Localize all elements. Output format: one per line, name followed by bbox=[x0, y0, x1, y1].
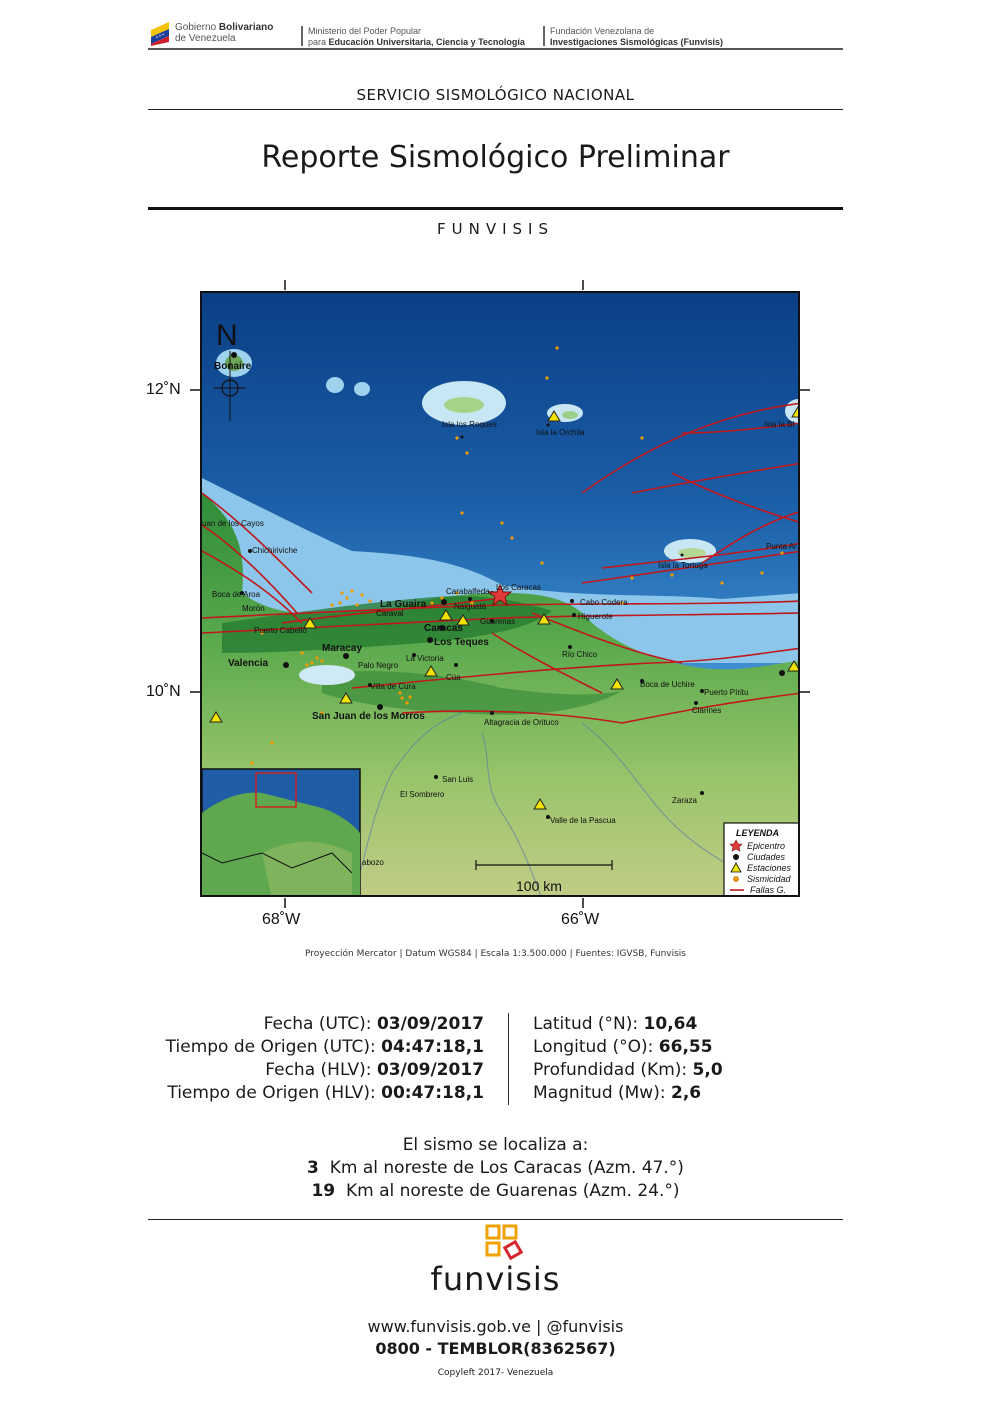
location-intro: El sismo se localiza a: bbox=[402, 1135, 589, 1155]
place-label: Isla la Orchila bbox=[536, 428, 585, 437]
place-label: abozo bbox=[362, 858, 384, 867]
foundation-line1: Fundación Venezolana de bbox=[550, 26, 655, 36]
lat-label: Latitud (°N): bbox=[533, 1014, 644, 1034]
lat-label-10n: 10˚N bbox=[146, 683, 181, 700]
place-label: Maracay bbox=[322, 643, 363, 654]
venezuela-flag-icon bbox=[149, 20, 171, 46]
legend-item: Fallas G. bbox=[750, 885, 787, 895]
location-line-2-text: Km al noreste de Guarenas (Azm. 24.°) bbox=[345, 1181, 680, 1201]
location-line-1-km: 3 bbox=[307, 1158, 319, 1178]
north-label: N bbox=[216, 319, 238, 352]
place-label: Villa de Cura bbox=[370, 682, 416, 691]
event-params bbox=[533, 1013, 833, 1105]
location-line-1 bbox=[148, 1157, 843, 1180]
lon-label: Longitud (°O): bbox=[533, 1037, 659, 1057]
footer-web: www.funvisis.gob.ve | @funvisis bbox=[367, 1317, 624, 1336]
place-label: San Juan de los Morros bbox=[312, 711, 425, 722]
place-label: Puerto Cabello bbox=[254, 626, 307, 635]
gov-line1: Gobierno bbox=[175, 22, 219, 33]
origen-utc-value: 04:47:18,1 bbox=[381, 1037, 484, 1057]
ministry-line2-prefix: para bbox=[308, 37, 329, 47]
legend-seismicity-icon bbox=[734, 877, 739, 882]
fecha-utc-row bbox=[100, 1013, 484, 1036]
place-label: Boca de Uchire bbox=[640, 680, 695, 689]
location-line-1-text: Km al noreste de Los Caracas (Azm. 47.°) bbox=[329, 1158, 684, 1178]
map-legend bbox=[724, 823, 800, 897]
legend-item: Epicentro bbox=[747, 841, 786, 851]
place-label: Palo Negro bbox=[358, 661, 399, 670]
map-svg bbox=[202, 293, 800, 897]
seismic-map bbox=[200, 291, 800, 897]
ministry-line2-bold: Educación Universitaria, Ciencia y Tecnología bbox=[328, 37, 525, 47]
place-label: Higuerote bbox=[578, 612, 613, 621]
org-name: FUNVISIS bbox=[437, 220, 554, 238]
place-label: Isla los Roques bbox=[442, 420, 497, 429]
place-label: Morón bbox=[242, 604, 265, 613]
report-title: Reporte Sismológico Preliminar bbox=[261, 140, 730, 175]
origen-hlv-value: 00:47:18,1 bbox=[381, 1083, 484, 1103]
map-caption: Proyección Mercator | Datum WGS84 | Escala 1:3.500.000 | Fuentes: IGVSB, Funvisis bbox=[305, 949, 686, 959]
inset-map bbox=[202, 769, 360, 897]
gov-line1-bold: Bolivariano bbox=[218, 22, 274, 33]
lat-label-12n: 12˚N bbox=[146, 381, 181, 398]
lat-value: 10,64 bbox=[643, 1014, 698, 1034]
place-label: La Guaira bbox=[380, 599, 427, 610]
place-label: Puerto Píritu bbox=[704, 688, 749, 697]
place-label: Los Caracas bbox=[496, 583, 541, 592]
fecha-hlv-row bbox=[100, 1059, 484, 1082]
place-label: Valencia bbox=[228, 658, 269, 669]
location-line-2 bbox=[148, 1180, 843, 1203]
legend-item: Sismicidad bbox=[747, 874, 791, 884]
place-label: Cúa bbox=[446, 673, 461, 682]
fecha-utc-label: Fecha (UTC): bbox=[263, 1014, 377, 1034]
lat-row bbox=[533, 1013, 833, 1036]
fecha-utc-value: 03/09/2017 bbox=[376, 1014, 484, 1034]
depth-row bbox=[533, 1059, 833, 1082]
place-label: Cabo Codera bbox=[580, 598, 628, 607]
gov-line2: de Venezuela bbox=[175, 33, 236, 44]
event-times bbox=[100, 1013, 484, 1105]
depth-value: 5,0 bbox=[692, 1060, 723, 1080]
info-divider bbox=[508, 1013, 509, 1105]
place-label: Valle de la Pascua bbox=[550, 816, 616, 825]
ministry-text bbox=[308, 26, 525, 48]
lon-label-66w: 66˚W bbox=[561, 911, 600, 928]
header-rule bbox=[148, 48, 843, 50]
place-label: Caraval bbox=[376, 609, 404, 618]
foundation-line2: Investigaciones Sismológicas (Funvisis) bbox=[550, 37, 724, 47]
place-label: Isla la Tortuga bbox=[658, 561, 708, 570]
place-label: San Luis bbox=[442, 775, 474, 784]
place-label: Punta Ar bbox=[766, 542, 797, 551]
scale-label: 100 km bbox=[516, 878, 562, 894]
place-label: Bonaire bbox=[214, 361, 252, 372]
legend-title: LEYENDA bbox=[736, 828, 780, 838]
legend-city-icon bbox=[733, 854, 739, 860]
place-label: Carabalfeda bbox=[446, 587, 490, 596]
place-label: Guarenas bbox=[480, 617, 516, 626]
place-label: Altagracia de Orituco bbox=[484, 718, 559, 727]
place-label: Río Chico bbox=[562, 650, 598, 659]
legend-item: Estaciones bbox=[747, 863, 792, 873]
place-label: La Victoria bbox=[406, 654, 444, 663]
lon-value: 66,55 bbox=[658, 1037, 713, 1057]
foundation-text bbox=[550, 26, 723, 48]
lon-label-68w: 68˚W bbox=[262, 911, 301, 928]
place-label: Boca de Aroa bbox=[212, 590, 261, 599]
title-rule bbox=[148, 109, 843, 110]
mag-value: 2,6 bbox=[670, 1083, 702, 1103]
funvisis-wordmark: funvisis bbox=[430, 1260, 561, 1298]
place-label: Los Teques bbox=[434, 637, 489, 648]
place-label: Caracas bbox=[424, 623, 463, 634]
footer-copyleft: Copyleft 2017- Venezuela bbox=[437, 1368, 554, 1378]
origen-hlv-row bbox=[100, 1082, 484, 1105]
service-title: SERVICIO SISMOLÓGICO NACIONAL bbox=[356, 86, 635, 104]
place-label: Zaraza bbox=[672, 796, 697, 805]
mag-label: Magnitud (Mw): bbox=[533, 1083, 671, 1103]
origen-utc-row bbox=[100, 1036, 484, 1059]
place-label: Chichiriviche bbox=[252, 546, 298, 555]
location-line-2-km: 19 bbox=[311, 1181, 336, 1201]
footer-phone: 0800 - TEMBLOR(8362567) bbox=[375, 1339, 616, 1358]
fecha-hlv-label: Fecha (HLV): bbox=[265, 1060, 377, 1080]
mag-row bbox=[533, 1082, 833, 1105]
header-divider bbox=[543, 26, 545, 46]
fecha-hlv-value: 03/09/2017 bbox=[376, 1060, 484, 1080]
origen-hlv-label: Tiempo de Origen (HLV): bbox=[167, 1083, 382, 1103]
origen-utc-label: Tiempo de Origen (UTC): bbox=[165, 1037, 382, 1057]
place-label: Clarines bbox=[692, 706, 722, 715]
ministry-line1: Ministerio del Poder Popular bbox=[308, 26, 422, 36]
place-label: uan de los Cayos bbox=[202, 519, 264, 528]
place-label: Naiguatá bbox=[454, 602, 487, 611]
footer-rule bbox=[148, 1219, 843, 1220]
legend-item: Ciudades bbox=[747, 852, 786, 862]
gov-logo-text bbox=[175, 22, 273, 44]
depth-label: Profundidad (Km): bbox=[533, 1060, 693, 1080]
place-label: El Sombrero bbox=[400, 790, 445, 799]
place-label: Isla la Bl bbox=[764, 420, 795, 429]
title-thick-rule bbox=[148, 207, 843, 210]
lon-row bbox=[533, 1036, 833, 1059]
header-divider bbox=[301, 26, 303, 46]
